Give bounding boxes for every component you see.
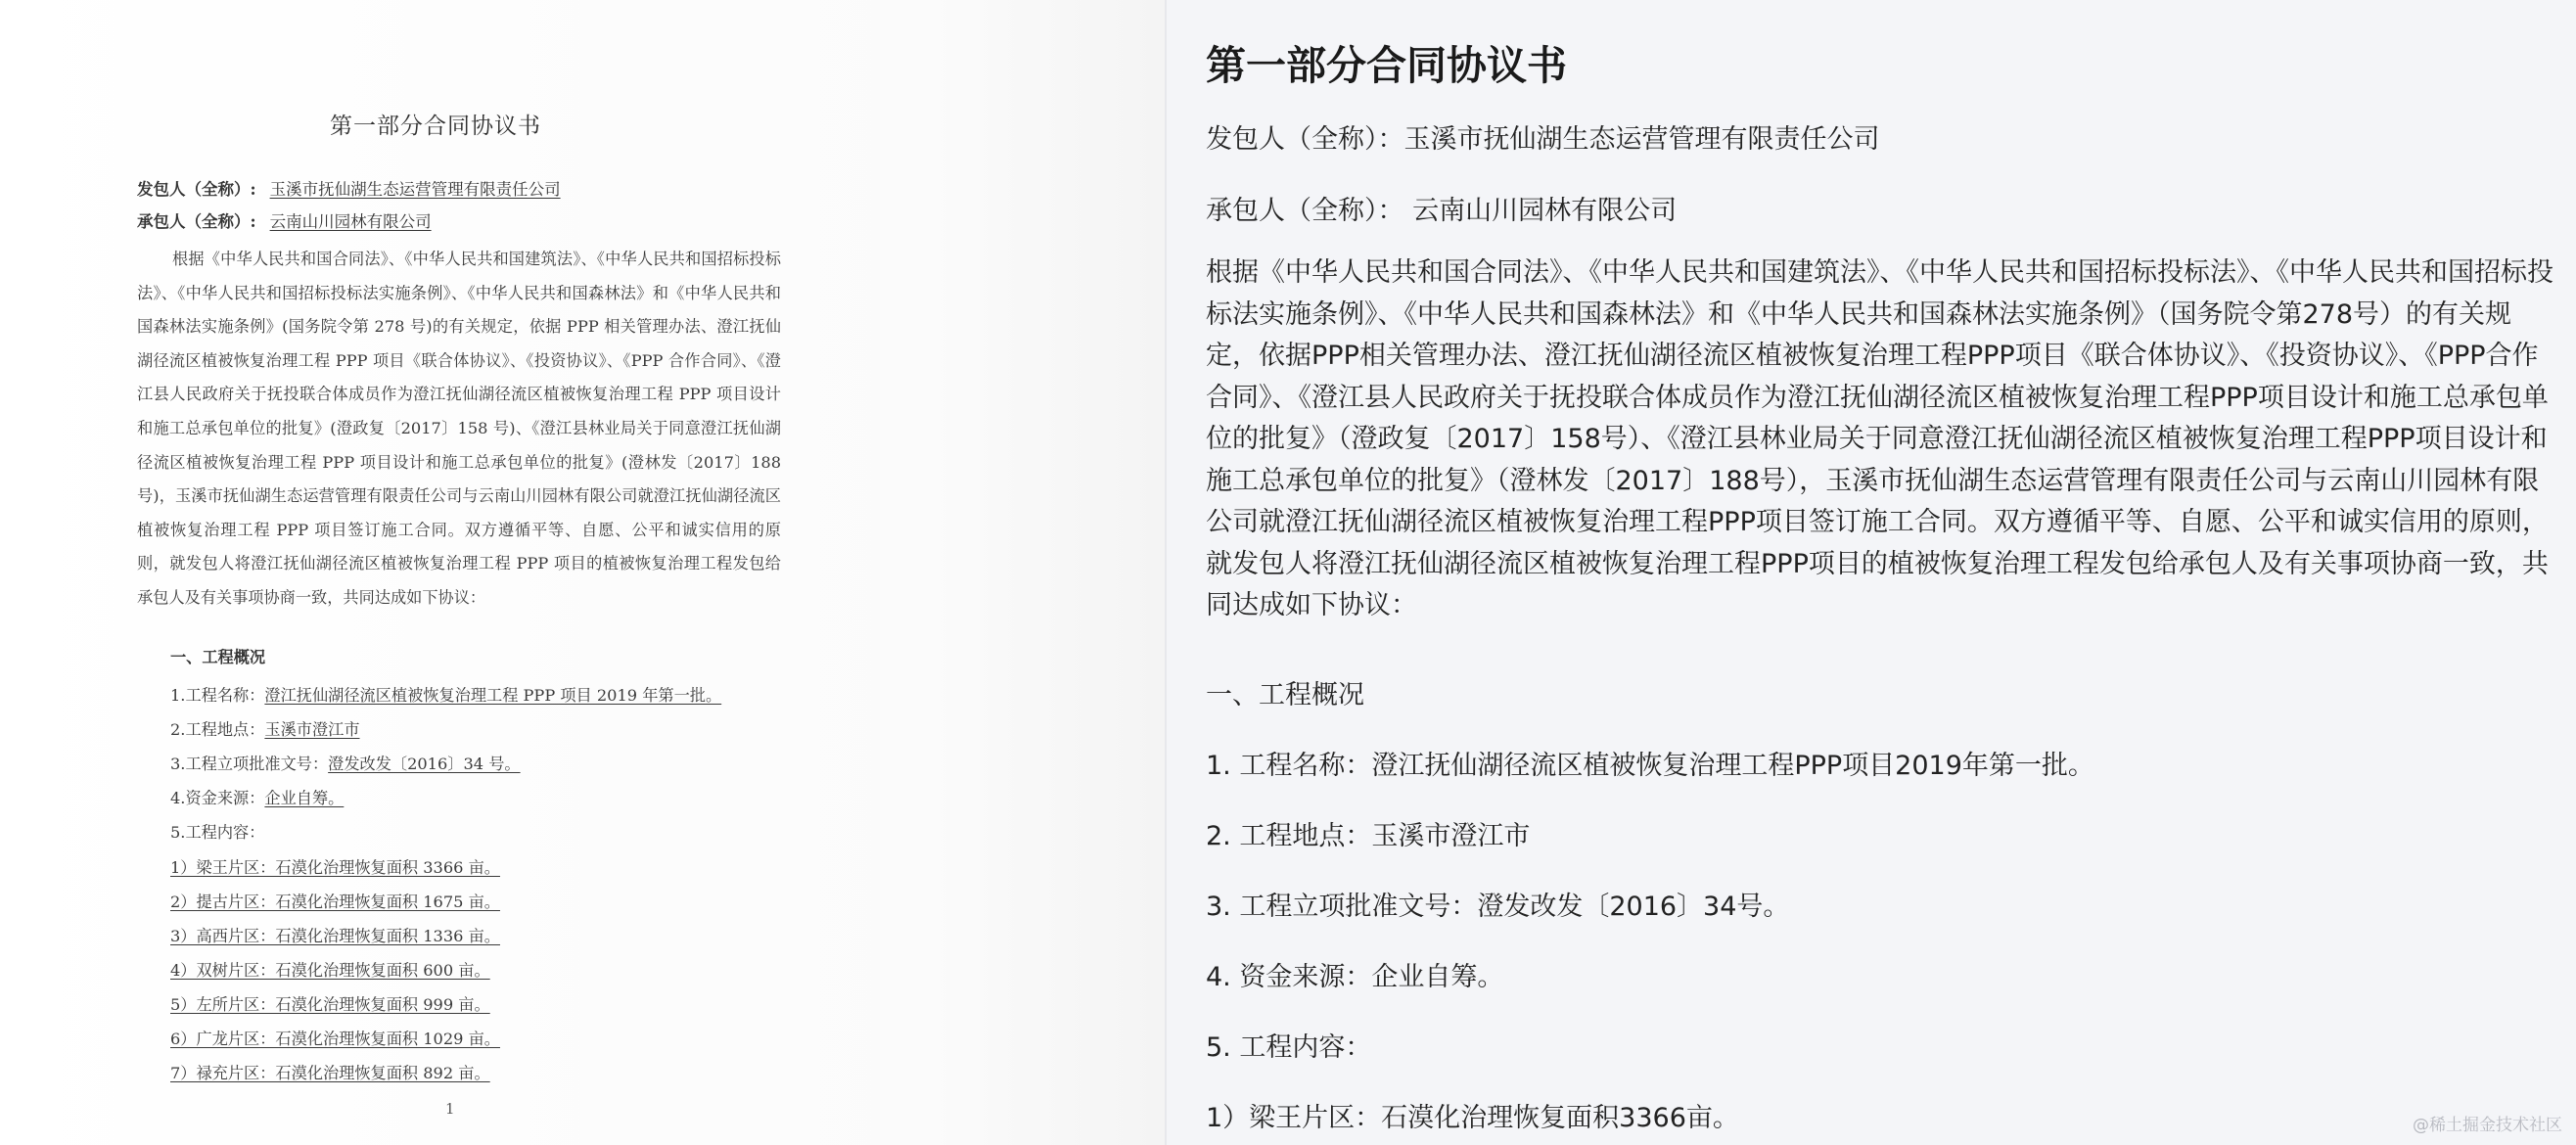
- scan-contractor-value: 云南山川园林有限公司: [269, 212, 432, 231]
- text-item-funding: 4. 资金来源：企业自筹。: [1206, 962, 1504, 992]
- scan-body-paragraph: 根据《中华人民共和国合同法》、《中华人民共和国建筑法》、《中华人民共和国招标投标法》、《中华人民共和国招标投标法实施条例》、《中华人民共和国森林法》和《中华人民共和国森林法实施条例》(国务院令第 278 号)的有关规定，依据 PPP 相关管理办法、澄江抚仙湖径流区植被恢复治理工程 PPP 项目《联合体协议》、《投资协议》、《PPP 合作合同》、《澄江县人民政府关于抚投联合体成员作为澄江抚仙湖径流区植被恢复治理工程 PPP 项目设计和施工总承包单位的批复》(澄政复〔2017〕158 号)、《澄江县林业局关于同意澄江抚仙湖径流区植被恢复治理工程 PPP 项目设计和施工总承包单位的批复》(澄林发〔2017〕188 号)，玉溪市抚仙湖生态运营管理有限责任公司与云南山川园林有限公司就澄江抚仙湖径流区植被恢复治理工程 PPP 项目签订施工合同。双方遵循平等、自愿、公平和诚实信用的原则，就发包人将澄江抚仙湖径流区植被恢复治理工程 PPP 项目的植被恢复治理工程发包给承包人及有关事项协商一致，共同达成如下协议：: [137, 250, 781, 607]
- scan-sub-item: 6）广龙片区：石漠化治理恢复面积 1029 亩。: [170, 1030, 500, 1048]
- scan-item-name: [170, 682, 721, 706]
- scan-item-value: 企业自筹。: [264, 789, 345, 807]
- scan-item-label: 2.工程地点：: [170, 720, 265, 739]
- scan-contractor-label: 承包人（全称）:: [137, 212, 256, 231]
- extracted-text-pane: [1167, 0, 2576, 1145]
- scan-item-value: 玉溪市澄江市: [264, 720, 360, 739]
- text-contractor: 承包人（全称）： 云南山川园林有限公司: [1206, 196, 1678, 226]
- text-sub-item: 1）梁王片区：石漠化治理恢复面积3366亩。: [1206, 1103, 1739, 1133]
- scan-sub-item: 5）左所片区：石漠化治理恢复面积 999 亩。: [170, 995, 490, 1014]
- scan-employer-line: [137, 176, 584, 200]
- scan-item-location: [170, 716, 360, 740]
- text-title: 第一部分合同协议书: [1206, 42, 1567, 89]
- scan-item-content: [170, 819, 264, 843]
- text-item-name: 1. 工程名称：澄江抚仙湖径流区植被恢复治理工程PPP项目2019年第一批。: [1206, 751, 2094, 781]
- scan-item-value: 澄江抚仙湖径流区植被恢复治理工程 PPP 项目 2019 年第一批。: [264, 686, 722, 705]
- scanned-page: [0, 0, 871, 1145]
- scan-employer-label: 发包人（全称）:: [137, 180, 256, 199]
- scan-contractor-line: [137, 208, 455, 232]
- scan-item-funding: [170, 785, 344, 808]
- scan-title: 第一部分合同协议书: [330, 114, 541, 139]
- text-item-approval: 3. 工程立项批准文号：澄发改发〔2016〕34号。: [1206, 892, 1790, 922]
- scan-item-label: 1.工程名称：: [170, 686, 265, 705]
- watermark: @稀土掘金技术社区: [2413, 1116, 2562, 1135]
- scan-item-approval: [170, 751, 521, 774]
- scan-page-number: 1: [445, 1100, 455, 1118]
- scan-employer-value: 玉溪市抚仙湖生态运营管理有限责任公司: [269, 180, 561, 199]
- scan-sub-item: 1）梁王片区：石漠化治理恢复面积 3366 亩。: [170, 858, 500, 877]
- scan-item-label: 3.工程立项批准文号：: [170, 755, 329, 773]
- scan-section-heading: 一、工程概况: [170, 648, 266, 666]
- text-section-heading: 一、工程概况: [1206, 680, 1364, 710]
- scanned-document-pane: [0, 0, 1165, 1145]
- text-employer: 发包人（全称）：玉溪市抚仙湖生态运营管理有限责任公司: [1206, 124, 1880, 155]
- scan-item-value: 澄发改发〔2016〕34 号。: [328, 755, 521, 773]
- scan-sub-item: 2）提古片区：石漠化治理恢复面积 1675 亩。: [170, 893, 500, 911]
- scan-item-label: 5.工程内容：: [170, 823, 265, 842]
- text-body-paragraph: 根据《中华人民共和国合同法》、《中华人民共和国建筑法》、《中华人民共和国招标投标法》、《中华人民共和国招标投标法实施条例》、《中华人民共和国森林法》和《中华人民共和国森林法实施条例》（国务院令第278号）的有关规定，依据PPP相关管理办法、澄江抚仙湖径流区植被恢复治理工程PPP项目《联合体协议》、《投资协议》、《PPP合作合同》、《澄江县人民政府关于抚投联合体成员作为澄江抚仙湖径流区植被恢复治理工程PPP项目设计和施工总承包单位的批复》（澄政复〔2017〕158号）、《澄江县林业局关于同意澄江抚仙湖径流区植被恢复治理工程PPP项目设计和施工总承包单位的批复》（澄林发〔2017〕188号），玉溪市抚仙湖生态运营管理有限责任公司与云南山川园林有限公司就澄江抚仙湖径流区植被恢复治理工程PPP项目签订施工合同。双方遵循平等、自愿、公平和诚实信用的原则，就发包人将澄江抚仙湖径流区植被恢复治理工程PPP项目的植被恢复治理工程发包给承包人及有关事项协商一致，共同达成如下协议：: [1206, 257, 2553, 620]
- scan-sub-item: 7）禄充片区：石漠化治理恢复面积 892 亩。: [170, 1064, 490, 1082]
- text-item-location: 2. 工程地点：玉溪市澄江市: [1206, 821, 1531, 851]
- text-item-content: 5. 工程内容：: [1206, 1032, 1372, 1063]
- scan-sub-item: 3）高西片区：石漠化治理恢复面积 1336 亩。: [170, 927, 500, 945]
- scan-item-label: 4.资金来源：: [170, 789, 265, 807]
- scan-sub-item: 4）双树片区：石漠化治理恢复面积 600 亩。: [170, 961, 490, 980]
